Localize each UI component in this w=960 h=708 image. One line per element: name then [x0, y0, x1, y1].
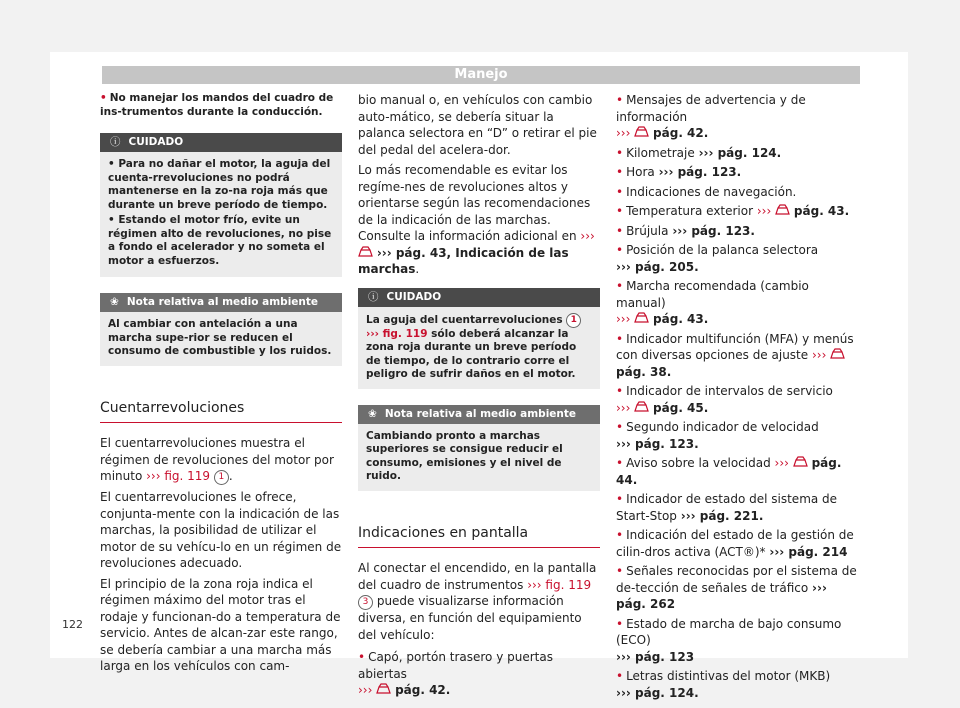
list-item: • Brújula ››› pág. 123.: [616, 223, 755, 238]
caution-title: ⓘ CUIDADO: [358, 288, 600, 307]
column-3: [616, 92, 860, 704]
page-link[interactable]: pág. 44.: [616, 456, 842, 487]
callout-number: 3: [358, 595, 373, 610]
list-item: • Marcha recomendada (cambio manual) ››› pág. 43.: [616, 279, 809, 326]
paragraph: El cuentarrevoluciones muestra el régimen de revoluciones del motor por minuto ››› fig. 119 1 .: [100, 436, 334, 483]
warning-icon: ⓘ: [110, 136, 121, 148]
fig-link[interactable]: ››› fig. 119: [527, 577, 592, 592]
list-item: • Indicador de estado del sistema de Start-Stop ››› pág. 221.: [616, 492, 838, 523]
car-book-icon: [775, 204, 790, 216]
list-item: • Kilometraje ››› pág. 124.: [616, 145, 782, 160]
list-item: • Estado de marcha de bajo consumo (ECO) ››› pág. 123: [616, 616, 842, 664]
page-link[interactable]: ››› pág. 221.: [680, 508, 764, 523]
list-item: • Indicador de intervalos de servicio ››› pág. 45.: [616, 384, 833, 415]
car-book-icon: [793, 456, 808, 468]
car-book-icon: [634, 401, 649, 413]
paragraph: Lo más recomendable es evitar los regíme-nes de revoluciones altos y orientarse según las recomendaciones de la indicación de las marchas. Consulte la información adicional en ››› ››› pág. 43, Indicación de las marchas.: [358, 163, 595, 276]
page-link[interactable]: ››› pág. 262: [616, 580, 827, 611]
env-note-body: Al cambiar con antelación a una marcha supe-rior se reducen el consumo de combustible y los ruidos.: [108, 318, 332, 357]
caution-box-1: [100, 133, 342, 277]
callout-number: 1: [566, 313, 581, 328]
page-link[interactable]: ››› pág. 124.: [616, 685, 699, 700]
display-info-list: [616, 92, 860, 701]
paragraph: bio manual o, en vehículos con cambio auto-mático, se debería situar la palanca selectora en “D” o retirar el pie del pedal del acelera-dor.: [358, 93, 597, 157]
page-link[interactable]: ››› pág. 214: [769, 544, 848, 559]
page-link[interactable]: ››› pág. 123: [616, 649, 695, 664]
env-note-box-2: [358, 405, 600, 491]
page-link[interactable]: pág. 38.: [616, 364, 672, 379]
page-link[interactable]: ››› pág. 205.: [616, 259, 699, 274]
page-link[interactable]: ››› pág. 43, Indicación de las marchas: [358, 245, 569, 276]
page-link[interactable]: pág. 45.: [653, 400, 709, 415]
page-link[interactable]: pág. 42.: [395, 683, 451, 697]
page-link[interactable]: ››› pág. 123.: [616, 436, 699, 451]
list-item: • Indicaciones de navegación.: [616, 184, 797, 199]
column-2: [358, 92, 600, 703]
caution-title: ⓘ CUIDADO: [100, 133, 342, 152]
paragraph: El cuentarrevoluciones le ofrece, conjunta-mente con la indicación de las marchas, la posibilidad de utilizar el motor de su vehícu-lo en un régimen de revoluciones adecuado.: [100, 490, 342, 570]
list-item: • Hora ››› pág. 123.: [616, 165, 742, 179]
section-title-tachometer: Cuentarrevoluciones: [100, 394, 342, 424]
car-book-icon: [634, 312, 649, 324]
environment-icon: ❀: [110, 296, 119, 308]
list-item: • Mensajes de advertencia y de información ››› pág. 42.: [616, 93, 806, 140]
car-book-icon: [634, 126, 649, 138]
paragraph: El principio de la zona roja indica el régimen máximo del motor tras el rodaje y funcionan-do a temperatura de servicio. Antes de alcan-zar este rango, se debería cambiar a una marcha más larga en los vehículos con cam-: [100, 576, 341, 673]
caution-item: • Para no dañar el motor, la aguja del cuenta-rrevoluciones no podrá mantenerse en la zo-na roja más que durante un breve período de tiempo.: [108, 158, 331, 211]
list-item: • Temperatura exterior ››› pág. 43.: [616, 204, 850, 218]
page-link[interactable]: ››› pág. 124.: [698, 145, 782, 160]
caution-box-2: [358, 288, 600, 389]
page-link[interactable]: ››› pág. 123.: [672, 223, 755, 238]
caution-body: La aguja del cuentarrevoluciones 1 ››› fig. 119 sólo deberá alcanzar la zona roja durante un breve período de tiempo, de lo contrario corre el peligro de sufrir daños en el motor.: [358, 307, 600, 389]
callout-number: 1: [214, 470, 229, 485]
list-item: • Capó, portón trasero y puertas abiertas ››› pág. 42.: [358, 650, 553, 697]
list-item: • Aviso sobre la velocidad ››› pág. 44.: [616, 456, 842, 487]
car-book-icon: [376, 683, 391, 695]
page-number: 122: [62, 618, 83, 631]
page-link[interactable]: pág. 43.: [793, 204, 850, 218]
env-note-box-1: [100, 293, 342, 366]
page-link[interactable]: pág. 42.: [653, 126, 709, 140]
paragraph: Al conectar el encendido, en la pantalla del cuadro de instrumentos ››› fig. 119 3 puede visualizarse información diversa, en función del equipamiento del vehículo:: [358, 561, 597, 642]
list-item: • Letras distintivas del motor (MKB) ››› pág. 124.: [616, 669, 831, 700]
column-1: [100, 92, 342, 679]
fig-link[interactable]: ››› fig. 119: [366, 327, 428, 340]
env-note-title: ❀ Nota relativa al medio ambiente: [100, 293, 342, 312]
car-book-icon: [830, 348, 845, 360]
page-link[interactable]: pág. 43.: [653, 312, 709, 326]
section-title-display: Indicaciones en pantalla: [358, 519, 600, 549]
caution-item: • Estando el motor frío, evite un régimen alto de revoluciones, no pise a fondo el acelerador y no someta el motor a esfuerzos.: [108, 214, 332, 267]
env-note-title: ❀ Nota relativa al medio ambiente: [358, 405, 600, 424]
warning-icon: ⓘ: [368, 290, 379, 303]
list-item: • Indicación del estado de la gestión de cilin-dros activa (ACT®)* ››› pág. 214: [616, 528, 854, 559]
list-item: • Indicador multifunción (MFA) y menús con diversas opciones de ajuste ››› pág. 38.: [616, 331, 854, 379]
fig-link[interactable]: ››› fig. 119: [146, 469, 211, 483]
running-header: Manejo: [102, 66, 860, 84]
list-item: • Segundo indicador de velocidad ››› pág. 123.: [616, 420, 819, 451]
list-item: • Señales reconocidas por el sistema de de-tección de señales de tráfico ››› pág. 262: [616, 564, 857, 611]
environment-icon: ❀: [368, 407, 377, 420]
car-book-icon: [358, 246, 373, 258]
intro-bullet: • No manejar los mandos del cuadro de ins-trumentos durante la conducción.: [100, 92, 334, 118]
page-link[interactable]: ››› pág. 123.: [658, 165, 742, 179]
list-item: • Posición de la palanca selectora ››› pág. 205.: [616, 243, 819, 274]
env-note-body: Cambiando pronto a marchas superiores se consigue reducir el consumo, emisiones y el nivel de ruido.: [366, 429, 563, 482]
